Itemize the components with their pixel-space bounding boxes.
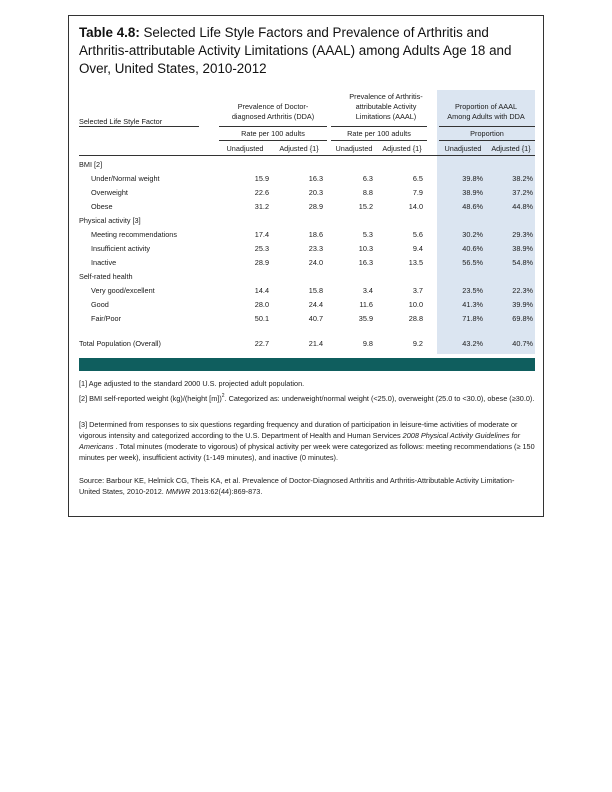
table-cell: 28.0 xyxy=(254,300,269,309)
table-cell: 69.8% xyxy=(512,314,533,323)
row-label: Good xyxy=(91,300,109,309)
table-cell: 30.2% xyxy=(462,230,483,239)
table-cell: 16.3 xyxy=(308,174,323,183)
row-label: Meeting recommendations xyxy=(91,230,177,239)
table-cell: 41.3% xyxy=(462,300,483,309)
table-cell: 20.3 xyxy=(308,188,323,197)
total-cell: 9.8 xyxy=(362,339,373,348)
footnote-3-guidelines: 2008 Physical Activity Guidelines for Americans xyxy=(79,431,521,451)
section-label: BMI [2] xyxy=(79,160,103,169)
table-cell: 22.6 xyxy=(254,188,269,197)
footnote-3-text: [3] Determined from responses to six questions regarding frequency and duration of participation in leisure-time activities of moderate or vigorous intensity and categorized according to the U.S. Department of Health and Human Services xyxy=(79,420,518,440)
table-cell: 18.6 xyxy=(308,230,323,239)
total-cell: 40.7% xyxy=(512,339,533,348)
footnote-2-categories: . Categorized as: underweight/normal weight (<25.0), overweight (25.0 to <30.0), obese (≥30.0). xyxy=(224,394,535,403)
header-unadjusted: Unadjusted xyxy=(335,144,373,153)
table-cell: 9.4 xyxy=(412,244,423,253)
row-label: Insufficient activity xyxy=(91,244,151,253)
table-cell: 15.8 xyxy=(308,286,323,295)
header-rule xyxy=(331,140,427,141)
header-rule xyxy=(219,140,327,141)
header-dda-line2: diagnosed Arthritis (DDA) xyxy=(231,112,315,121)
table-title-text: Selected Life Style Factors and Prevalence of Arthritis and Arthritis-attributable Activity Limitations (AAAL) among Adults Age 18 and Over, United States, 2010-2012 xyxy=(79,25,512,76)
row-label: Obese xyxy=(91,202,113,211)
table-cell: 28.9 xyxy=(308,202,323,211)
header-rate-aaal: Rate per 100 adults xyxy=(347,129,411,138)
row-label: Overweight xyxy=(91,188,128,197)
table-cell: 10.0 xyxy=(408,300,423,309)
section-label: Physical activity [3] xyxy=(79,216,141,225)
header-rule xyxy=(331,126,427,127)
table-cell: 17.4 xyxy=(254,230,269,239)
row-label: Under/Normal weight xyxy=(91,174,160,183)
table-cell: 16.3 xyxy=(358,258,373,267)
header-dda-line1: Prevalence of Doctor- xyxy=(237,102,309,111)
table-cell: 15.2 xyxy=(358,202,373,211)
footnote-2-superscript: 2 xyxy=(221,393,225,399)
table-cell: 48.6% xyxy=(462,202,483,211)
section-label: Self-rated health xyxy=(79,272,133,281)
table-frame xyxy=(68,15,544,517)
table-cell: 6.3 xyxy=(362,174,373,183)
table-cell: 23.3 xyxy=(308,244,323,253)
footnote-2-text: [2] BMI self-reported weight (kg)/(height [m]) xyxy=(79,394,222,403)
table-cell: 54.8% xyxy=(512,258,533,267)
header-rule xyxy=(79,126,199,127)
row-label: Fair/Poor xyxy=(91,314,122,323)
source-issue: 2013:62(44):869-873. xyxy=(190,487,263,496)
table-cell: 6.5 xyxy=(412,174,423,183)
table-cell: 13.5 xyxy=(408,258,423,267)
table-cell: 31.2 xyxy=(254,202,269,211)
table-cell: 39.9% xyxy=(512,300,533,309)
header-unadjusted: Unadjusted xyxy=(444,144,482,153)
header-bottom-rule xyxy=(79,155,535,156)
header-adjusted: Adjusted {1} xyxy=(491,144,531,153)
table-cell: 50.1 xyxy=(254,314,269,323)
header-unadjusted: Unadjusted xyxy=(226,144,264,153)
footnote-3-categories: . Total minutes (moderate to vigorous) of physical activity per week were categorized as follows: meeting recommendations (≥ 150 minutes per week), insufficient activity (1-149 minutes), and inactive (0 minutes). xyxy=(79,442,535,462)
table-cell: 71.8% xyxy=(462,314,483,323)
table-cell: 14.0 xyxy=(408,202,423,211)
total-cell: 43.2% xyxy=(462,339,483,348)
table-cell: 25.3 xyxy=(254,244,269,253)
header-rate-dda: Rate per 100 adults xyxy=(241,129,305,138)
row-label: Very good/excellent xyxy=(91,286,155,295)
table-cell: 24.4 xyxy=(308,300,323,309)
footnote-2 xyxy=(79,393,535,404)
table-cell: 5.3 xyxy=(362,230,373,239)
source-journal: MMWR xyxy=(165,487,191,496)
source-text: Source: Barbour KE, Helmick CG, Theis KA, et al. Prevalence of Doctor-Diagnosed Arthritis and Arthritis-Attributable Activity Limitation-United States, 2010-2012. xyxy=(79,476,515,496)
source-citation xyxy=(79,475,535,497)
table-number: Table 4.8: xyxy=(79,25,140,40)
table-cell: 10.3 xyxy=(358,244,373,253)
table-cell: 38.9% xyxy=(462,188,483,197)
row-label: Inactive xyxy=(91,258,117,267)
header-factor: Selected Life Style Factor xyxy=(79,117,163,126)
footnote-1: [1] Age adjusted to the standard 2000 U.S. projected adult population. xyxy=(79,379,305,388)
table-cell: 22.3% xyxy=(512,286,533,295)
header-prop-line2: Among Adults with DDA xyxy=(447,112,525,121)
table-cell: 3.7 xyxy=(412,286,423,295)
header-proportion: Proportion xyxy=(470,129,504,138)
table-cell: 37.2% xyxy=(512,188,533,197)
table-cell: 14.4 xyxy=(254,286,269,295)
table-cell: 40.6% xyxy=(462,244,483,253)
table-cell: 38.9% xyxy=(512,244,533,253)
table-cell: 23.5% xyxy=(462,286,483,295)
footnote-3 xyxy=(79,419,535,463)
header-rule xyxy=(439,126,535,127)
header-aaal-line2: attributable Activity xyxy=(355,102,417,111)
table-cell: 38.2% xyxy=(512,174,533,183)
header-rule xyxy=(219,126,327,127)
table-cell: 3.4 xyxy=(362,286,373,295)
header-aaal-line1: Prevalence of Arthritis- xyxy=(349,92,423,101)
header-prop-line1: Proportion of AAAL xyxy=(454,102,518,111)
table-cell: 28.9 xyxy=(254,258,269,267)
table-cell: 35.9 xyxy=(358,314,373,323)
total-cell: 22.7 xyxy=(254,339,269,348)
table-cell: 24.0 xyxy=(308,258,323,267)
table-bottom-bar xyxy=(79,358,535,371)
table-cell: 11.6 xyxy=(359,300,373,309)
table-cell: 15.9 xyxy=(254,174,269,183)
header-aaal-line3: Limitations (AAAL) xyxy=(355,112,417,121)
table-cell: 5.6 xyxy=(412,230,423,239)
table-cell: 40.7 xyxy=(308,314,323,323)
header-rule xyxy=(439,140,535,141)
table-cell: 56.5% xyxy=(462,258,483,267)
table-cell: 8.8 xyxy=(362,188,373,197)
header-adjusted: Adjusted {1} xyxy=(279,144,319,153)
table-cell: 28.8 xyxy=(408,314,423,323)
table-cell: 44.8% xyxy=(512,202,533,211)
table-cell: 29.3% xyxy=(512,230,533,239)
total-label: Total Population (Overall) xyxy=(79,339,161,348)
total-cell: 21.4 xyxy=(308,339,323,348)
total-cell: 9.2 xyxy=(412,339,423,348)
table-title xyxy=(79,24,535,78)
table-cell: 7.9 xyxy=(412,188,423,197)
header-adjusted: Adjusted {1} xyxy=(382,144,422,153)
table-cell: 39.8% xyxy=(462,174,483,183)
